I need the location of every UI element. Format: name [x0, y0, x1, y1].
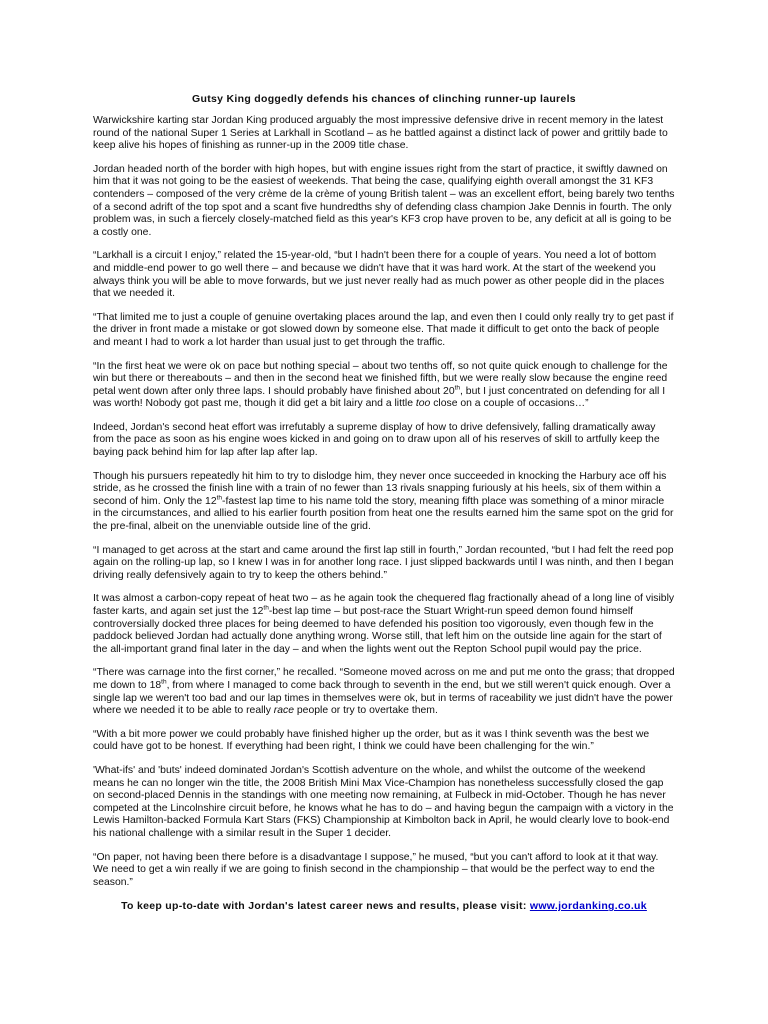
paragraph-text: -best lap time – but post-race the Stuart Wright-run speed demon found himself controversially docked three places for being deemed to have defended his position too vigorously, even though few in the paddock believed Jordan had actually done anything wrong. Worse still, that left him on the outside line again for the start of the all-important grand final later in the day – and when the lights went out the Repton School pupil would pay the price.	[93, 606, 662, 655]
paragraph-text: It was almost a carbon-copy repeat of heat two – as he again took the chequered flag fractionally ahead of a long line of visibly faster karts, and again set just the 12	[93, 593, 675, 617]
paragraph-text: “Larkhall is a circuit I enjoy,” related the 15-year-old, “but I hadn't been there for a couple of years. You need a lot of bottom and middle-end power to go well there – and because we didn't have that it was hard work. At the start of the weekend you always think you will be able to move forwards, but we just never really had as much power as other people did in the places that we needed it.	[93, 250, 665, 300]
footer-line	[93, 900, 675, 912]
article-paragraph	[93, 471, 675, 534]
article-paragraph	[93, 545, 675, 583]
article-body	[93, 115, 675, 889]
paragraph-text: 'What-ifs' and 'buts' indeed dominated Jordan's Scottish adventure on the whole, and whilst the outcome of the weekend means he can no longer win the title, the 2008 British Mini Max Vice-Champion has nonetheless successfully closed the gap on second-placed Dennis in the standings with one meeting now remaining, at Fulbeck in mid-October. Though he has never competed at the Lincolnshire circuit before, he knows what he has to do – and having begun the campaign with a victory in the Lewis Hamilton-backed Formula Kart Stars (FKS) Championship at Kimbolton back in April, he would clearly love to book-end his national challenge with a similar result in the Super 1 decider.	[93, 764, 674, 839]
article-title: Gutsy King doggedly defends his chances of clinching runner-up laurels	[192, 93, 576, 105]
ordinal-suffix: th	[161, 678, 167, 686]
footer-text: To keep up-to-date with Jordan's latest career news and results, please visit:	[121, 900, 530, 913]
article-paragraph	[93, 312, 675, 350]
paragraph-text: “That limited me to just a couple of genuine overtaking places around the lap, and even then I could only really try to get past if the driver in front made a mistake or got slowed down by someone else. That made it difficult to get onto the back of people and meant I had to work a lot harder than usual just to get through the traffic.	[93, 311, 674, 348]
paragraph-text: Warwickshire karting star Jordan King produced arguably the most impressive defensive drive in recent memory in the latest round of the national Super 1 Series at Larkhall in Scotland – as he battled against a distinct lack of power and grittily bade to keep alive his hopes of finishing as runner-up in the 2009 title chase.	[93, 115, 668, 152]
ordinal-suffix: th	[216, 494, 223, 502]
article-paragraph	[93, 250, 675, 300]
ordinal-suffix: th	[263, 604, 269, 612]
paragraph-text: Indeed, Jordan's second heat effort was irrefutably a supreme display of how to drive defensively, falling dramatically away from the pace as soon as his engine woes kicked in and going on to draw upon all of his reserves of skill to artfully keep the baying pack behind him for lap after lap after lap.	[93, 421, 660, 459]
paragraph-text: people or try to overtake them.	[294, 705, 438, 717]
article-paragraph	[93, 593, 675, 656]
article-paragraph	[93, 729, 675, 754]
paragraph-text: “With a bit more power we could probably have finished higher up the order, but as it was I think seventh was the best we could have got to be honest. If everything had been right, I think we could have been challenging for the win.”	[93, 728, 650, 753]
paragraph-text: close on a couple of occasions…”	[430, 398, 589, 410]
article-paragraph	[93, 361, 675, 411]
paragraph-text: , from where I managed to come back through to seventh in the end, but we still weren't quick enough. Over a single lap we weren't too bad and our lap times in themselves were ok, but in terms of raceability we just didn't have the power where we needed it to be able to really	[93, 679, 673, 717]
article-paragraph	[93, 164, 675, 240]
article-paragraph	[93, 667, 675, 717]
paragraph-text: “I managed to get across at the start and came around the first lap still in fourth,” Jordan recounted, “but I had felt the reed pop again on the rolling-up lap, so I knew I was in for another long race. I just slipped backwards until I was ninth, and then I began driving really defensively again to try to keep the others behind.”	[93, 544, 674, 581]
article-paragraph	[93, 765, 675, 841]
article-paragraph	[93, 852, 675, 890]
ordinal-suffix: th	[454, 384, 461, 392]
paragraph-text: -fastest lap time to his name told the story, meaning fifth place was something of a minor miracle in the circumstances, and allied to his earlier fourth position from heat one the results earned him the same spot on the grid for the pre-final, albeit on the unenviable outside line of the grid.	[93, 495, 674, 533]
article-paragraph	[93, 115, 675, 153]
emphasized-text: race	[273, 705, 295, 717]
paragraph-text: “There was carnage into the first corner,” he recalled. “Someone moved across on me and put me onto the grass; that dropped me down to 18	[93, 667, 675, 691]
emphasized-text: too	[415, 398, 431, 410]
website-link[interactable]: www.jordanking.co.uk	[529, 900, 647, 913]
paragraph-text: “On paper, not having been there before is a disadvantage I suppose,” he mused, “but you can't afford to look at it that way. We need to get a win really if we are going to finish second in the championship – that would be the perfect way to end the season.”	[93, 851, 659, 888]
paragraph-text: Though his pursuers repeatedly hit him to try to dislodge him, they never once succeeded in knocking the Harbury ace off his stride, as he crossed the finish line with a train of no fewer than 13 rivals snapping furiously at his heels, six of them within a second of him. Only the 12	[93, 470, 667, 507]
article-paragraph	[93, 422, 675, 460]
paragraph-text: , but I just concentrated on defending for all I was worth! Nobody got past me, though it did get a bit lairy and a little	[93, 385, 666, 410]
paragraph-text: “In the first heat we were ok on pace but nothing special – about two tenths off, so not quite quick enough to challenge for the win but there or thereabouts – and then in the second heat we finished fifth, but we were really slow because the engine reed petal went down after only three laps. I should probably have finished about 20	[93, 360, 668, 397]
paragraph-text: Jordan headed north of the border with high hopes, but with engine issues right from the start of practice, it swiftly dawned on him that it was not going to be the easiest of weekends. That being the case, qualifying eighth overall amongst the 31 KF3 contenders – composed of the very crème de la crème of young British talent – was an excellent effort, being barely two tenths of a second adrift of the top spot and a scant five hundredths shy of defending class champion Jake Dennis in fourth. The only problem was, in such a fiercely closely-matched field as this year's KF3 crop have proven to be, any deficit at all is going to be a costly one.	[93, 163, 675, 238]
